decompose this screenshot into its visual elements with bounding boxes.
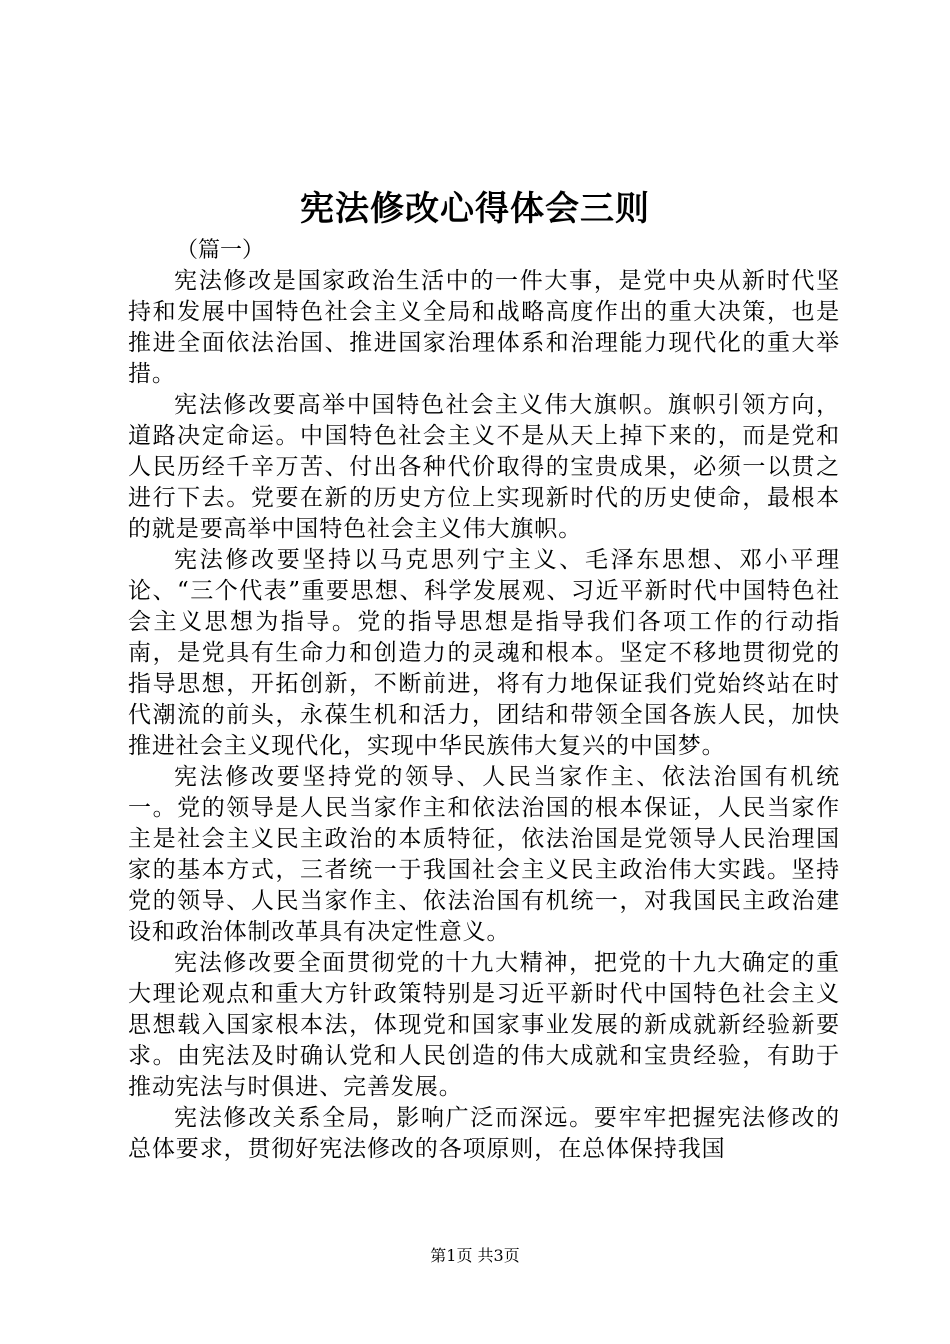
paragraph-1: 宪法修改是国家政治生活中的一件大事，是党中央从新时代坚持和发展中国特色社会主义全局和战略高度作出的重大决策，也是推进全面依法治国、推进国家治理体系和治理能力现代化的重大举措。 (128, 268, 840, 387)
page-footer: 第1页 共3页 (430, 1246, 520, 1265)
paragraph-5: 宪法修改要全面贯彻党的十九大精神，把党的十九大确定的重大理论观点和重大方针政策特别是习近平新时代中国特色社会主义思想载入国家根本法，体现党和国家事业发展的新成就新经验新要求。由宪法及时确认党和人民创造的伟大成就和宝贵经验，有助于推动宪法与时俱进、完善发展。 (128, 950, 840, 1100)
document-body (128, 235, 840, 1165)
section-label: （篇一） (176, 238, 265, 263)
paragraph-2: 宪法修改要高举中国特色社会主义伟大旗帜。旗帜引领方向，道路决定命运。中国特色社会主义不是从天上掉下来的，而是党和人民历经千辛万苦、付出各种代价取得的宝贵成果，必须一以贯之进行下去。党要在新的历史方位上实现新时代的历史使命，最根本的就是要高举中国特色社会主义伟大旗帜。 (128, 392, 840, 542)
paragraph-6: 宪法修改关系全局，影响广泛而深远。要牢牢把握宪法修改的总体要求，贯彻好宪法修改的各项原则，在总体保持我国 (128, 1105, 840, 1162)
paragraph-3: 宪法修改要坚持以马克思列宁主义、毛泽东思想、邓小平理论、“三个代表”重要思想、科学发展观、习近平新时代中国特色社会主义思想为指导。党的指导思想是指导我们各项工作的行动指南，是党具有生命力和创造力的灵魂和根本。坚定不移地贯彻党的指导思想，开拓创新，不断前进，将有力地保证我们党始终站在时代潮流的前头，永葆生机和活力，团结和带领全国各族人民，加快推进社会主义现代化，实现中华民族伟大复兴的中国梦。 (128, 547, 840, 759)
paragraph-4: 宪法修改要坚持党的领导、人民当家作主、依法治国有机统一。党的领导是人民当家作主和依法治国的根本保证，人民当家作主是社会主义民主政治的本质特征，依法治国是党领导人民治理国家的基本方式，三者统一于我国社会主义民主政治伟大实践。坚持党的领导、人民当家作主、依法治国有机统一，对我国民主政治建设和政治体制改革具有决定性意义。 (128, 764, 840, 945)
document-title: 宪法修改心得体会三则 (300, 189, 650, 229)
